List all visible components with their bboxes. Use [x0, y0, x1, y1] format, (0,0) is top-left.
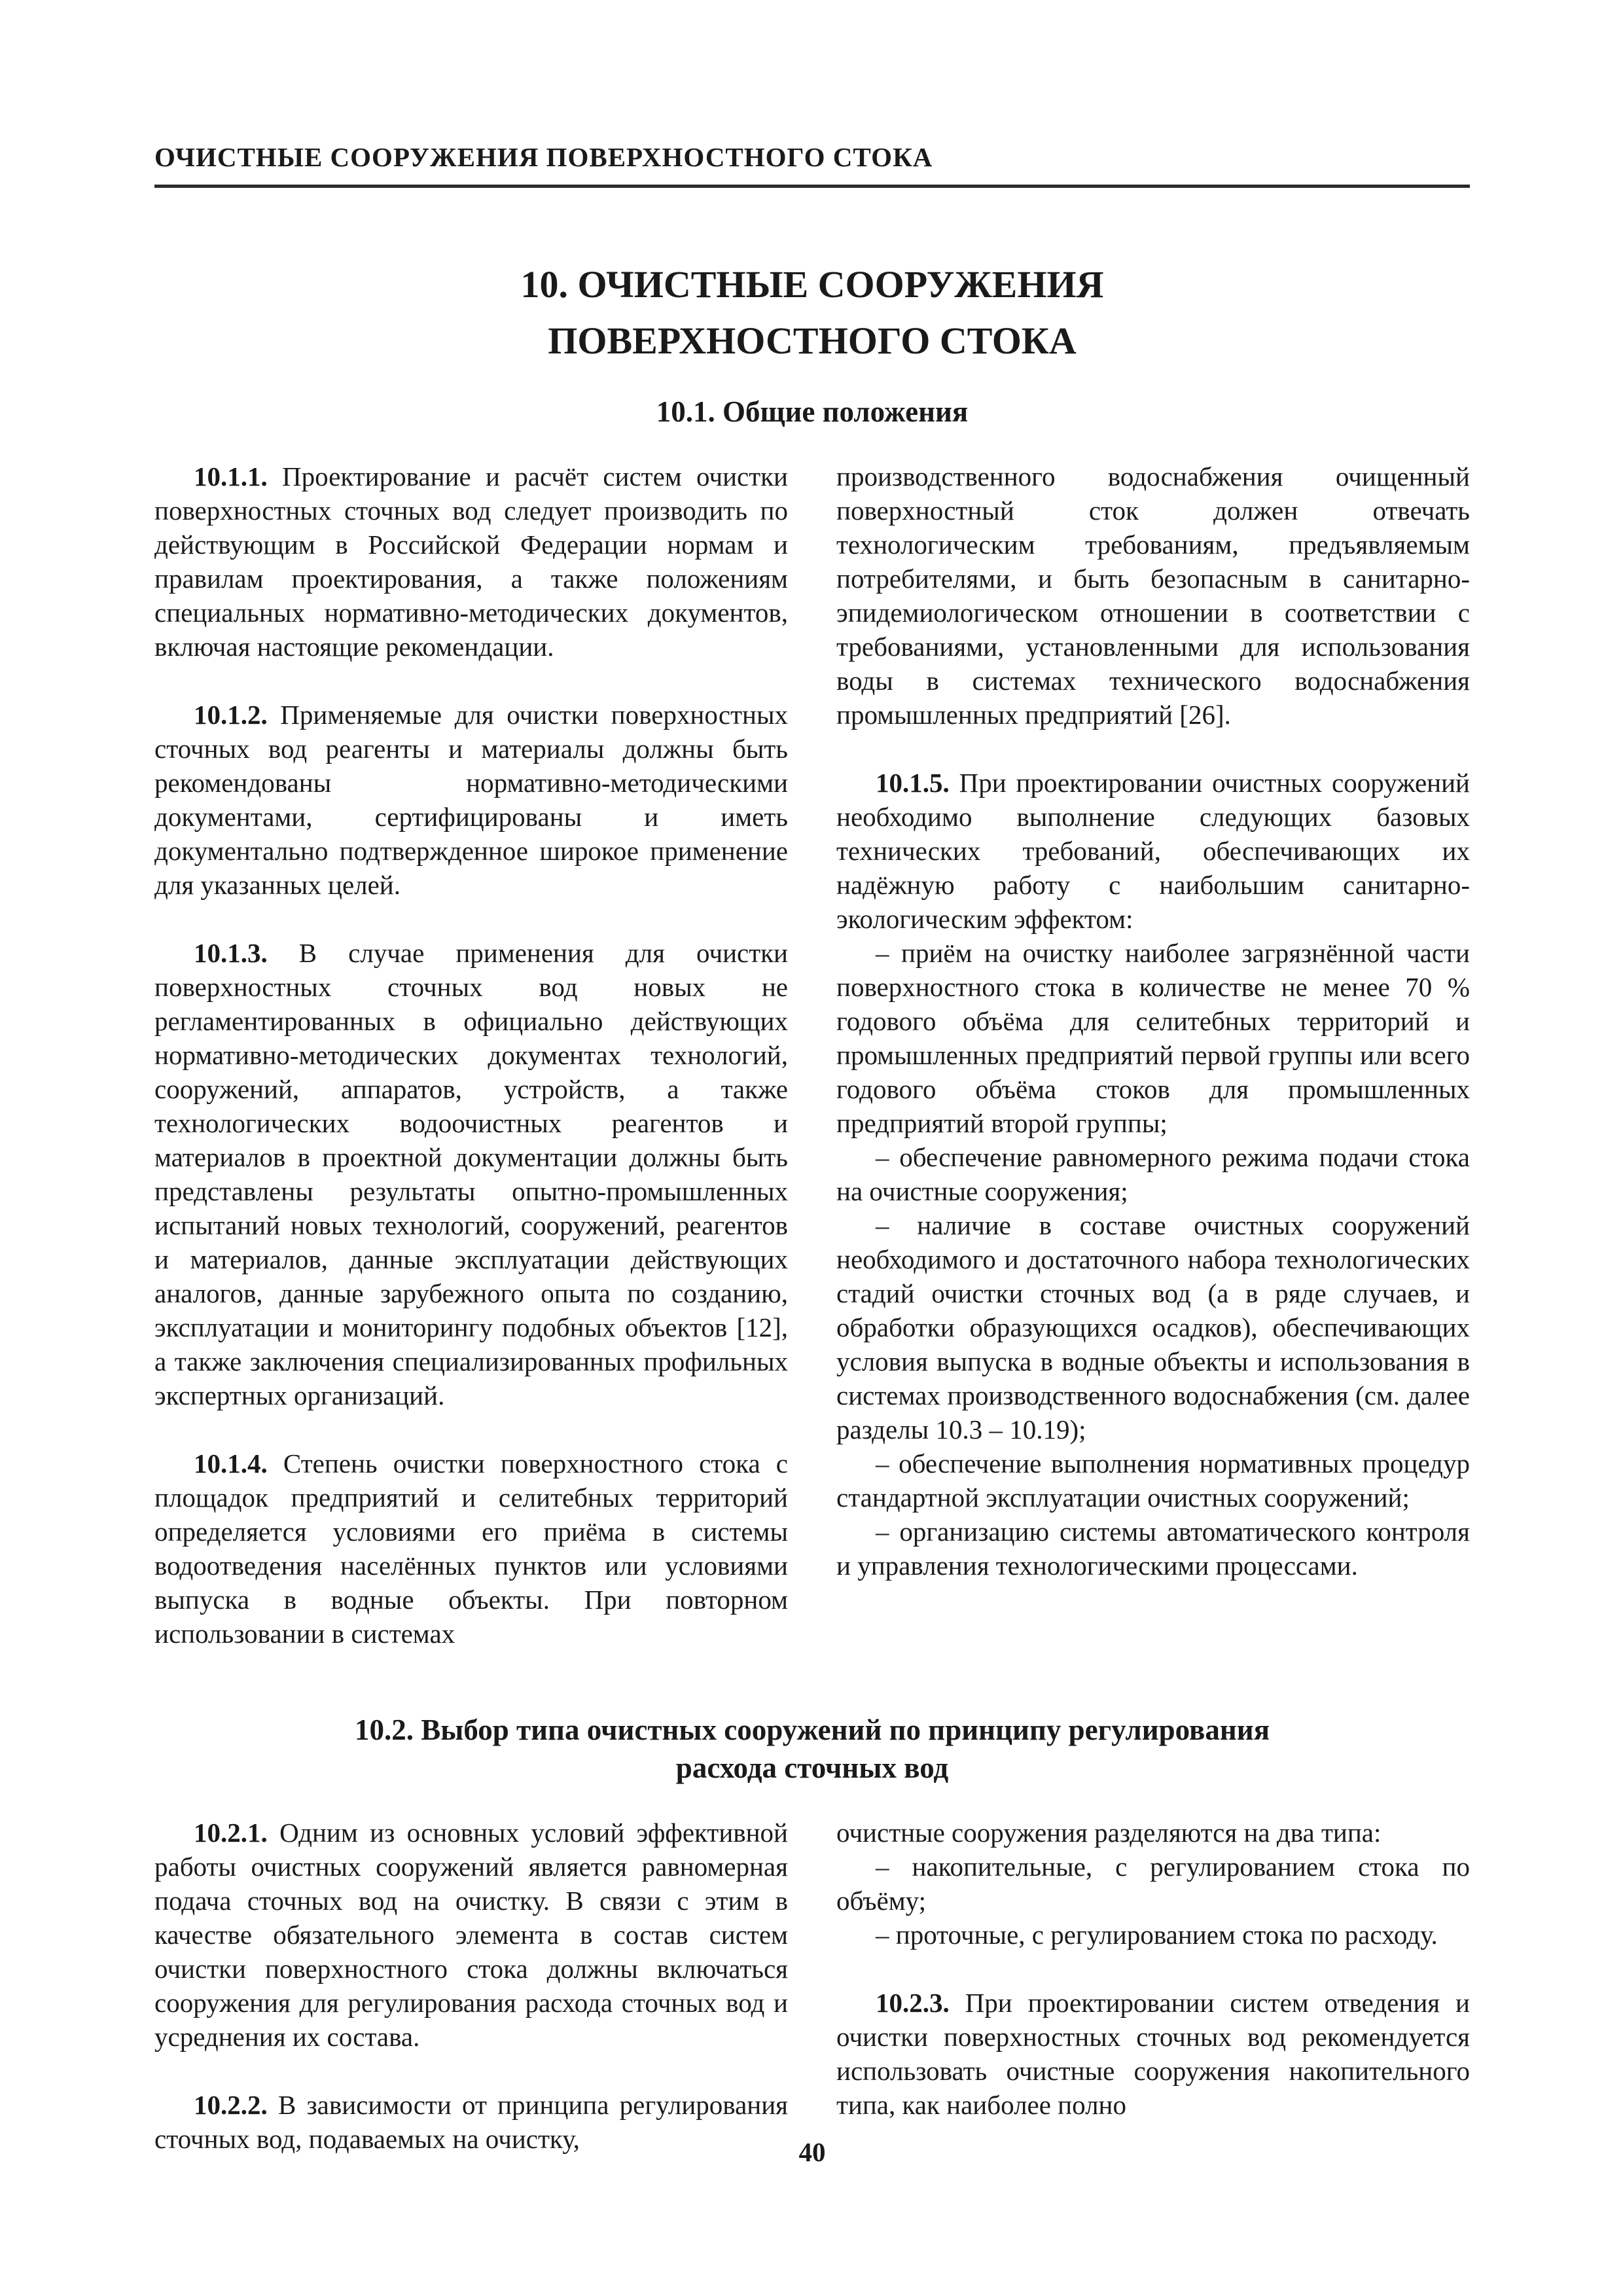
paragraph-number: 10.1.2. [194, 700, 268, 730]
paragraph-text: Степень очистки поверхностного стока с площадок предприятий и селитебных территорий определяется условиями его приёма в системы водоотведения населённых пунктов или условиями выпуска в водные объекты. При повторном использовании в системах [154, 1448, 788, 1649]
requirements-list [836, 936, 1470, 1583]
paragraph-text: При проектировании очистных сооружений необходимо выполнение следующих базовых технических требований, обеспечивающих их надёжную работу с наибольшим санитарно-экологическим эффектом: [836, 768, 1470, 934]
paragraph-number: 10.2.1. [194, 1818, 268, 1848]
types-list [836, 1850, 1470, 1952]
list-item: – накопительные, с регулированием стока по объёму; [836, 1852, 1470, 1916]
section-title-10-1: 10.1. Общие положения [656, 395, 969, 428]
paragraph-10-2-1 [154, 1816, 788, 2054]
paragraph-10-1-4-continued: производственного водоснабжения очищенный поверхностный сток должен отвечать технологическим требованиям, предъявляемым потребителями, и быть безопасным в санитарно-эпидемиологическом отношении в соответствии с требованиями, установленными для использования воды в системах технического водоснабжения промышленных предприятий [26]. [836, 461, 1470, 730]
paragraph-10-1-4 [154, 1446, 788, 1651]
list-item: – приём на очистку наиболее загрязнённой части поверхностного стока в количестве не менее 70 % годового объёма для селитебных территорий и промышленных предприятий первой группы или всего годового объёма стоков для промышленных предприятий второй группы; [836, 938, 1470, 1138]
paragraph-text: Проектирование и расчёт систем очистки поверхностных сточных вод следует производить по действующим в Российской Федерации нормам и правилам проектирования, а также положениям специальных нормативно-методических документов, включая настоящие рекомендации. [154, 461, 788, 662]
paragraph-number: 10.1.3. [194, 938, 268, 968]
section-title-line-1: 10.2. Выбор типа очистных сооружений по принципу регулирования [354, 1713, 1270, 1746]
list-item: – организацию системы автоматического контроля и управления технологическими процессами. [836, 1516, 1470, 1581]
paragraph-number: 10.1.1. [194, 461, 268, 492]
paragraph-text: Одним из основных условий эффективной работы очистных сооружений является равномерная подача сточных вод на очистку. В связи с этим в качестве обязательного элемента в состав систем очистки поверхностного стока должны включаться сооружения для регулирования расхода сточных вод и усреднения их состава. [154, 1818, 789, 2052]
paragraph-10-1-1 [154, 459, 788, 664]
paragraph-text: Применяемые для очистки поверхностных сточных вод реагенты и материалы должны быть рекомендованы нормативно-методическими документами, сертифицированы и иметь документально подтвержденное широкое применение для указанных целей. [154, 700, 788, 900]
list-item: – обеспечение равномерного режима подачи стока на очистные сооружения; [836, 1142, 1470, 1206]
list-item: – проточные, с регулированием стока по расходу. [876, 1920, 1438, 1950]
paragraph-number: 10.1.4. [194, 1448, 268, 1479]
section-10-1-left-column [154, 459, 788, 1651]
chapter-title-line-2: ПОВЕРХНОСТНОГО СТОКА [548, 319, 1077, 362]
section-10-2-right-column [836, 1816, 1470, 2122]
paragraph-10-2-3 [836, 1986, 1470, 2122]
paragraph-text: В зависимости от принципа регулирования сточных вод, подаваемых на очистку, [154, 2090, 789, 2154]
section-10-1-right-column [836, 459, 1470, 1583]
paragraph-number: 10.2.3. [876, 1988, 950, 2018]
paragraph-number: 10.1.5. [876, 768, 950, 798]
chapter-title-line-1: 10. ОЧИСТНЫЕ СООРУЖЕНИЯ [520, 263, 1104, 306]
running-head: ОЧИСТНЫЕ СООРУЖЕНИЯ ПОВЕРХНОСТНОГО СТОКА [154, 142, 933, 172]
header-rule [154, 185, 1470, 188]
section-title-line-2: расхода сточных вод [675, 1751, 949, 1784]
paragraph-text: В случае применения для очистки поверхностных сточных вод новых не регламентированных в официально действующих нормативно-методических документах технологий, сооружений, аппаратов, устройств, а также технологических водоочистных реагентов и материалов в проектной документации должны быть представлены результаты опытно-промышленных испытаний новых технологий, сооружений, реагентов и материалов, данные эксплуатации действующих аналогов, данные зарубежного опыта по созданию, эксплуатации и мониторингу подобных объектов [12], а также заключения специализированных профильных экспертных организаций. [154, 938, 788, 1410]
chapter-title [154, 257, 1470, 369]
section-title-10-2 [154, 1711, 1470, 1787]
list-item: – наличие в составе очистных сооружений необходимого и достаточного набора технологических стадий очистки сточных вод (а в ряде случаев, и обработки образующихся осадков), обеспечивающих условия выпуска в водные объекты и использования в системах производственного водоснабжения (см. далее разделы 10.3 – 10.19); [836, 1210, 1470, 1444]
paragraph-number: 10.2.2. [194, 2090, 268, 2120]
page-number: 40 [798, 2137, 826, 2167]
paragraph-10-1-5 [836, 766, 1470, 936]
paragraph-10-2-2-continued: очистные сооружения разделяются на два типа: [836, 1818, 1382, 1848]
section-10-2-left-column [154, 1816, 788, 2156]
list-item: – обеспечение выполнения нормативных процедур стандартной эксплуатации очистных сооружений; [836, 1448, 1470, 1513]
paragraph-10-1-2 [154, 698, 788, 902]
paragraph-text: При проектировании систем отведения и очистки поверхностных сточных вод рекомендуется использовать очистные сооружения накопительного типа, как наиболее полно [836, 1988, 1470, 2120]
paragraph-10-1-3 [154, 936, 788, 1412]
